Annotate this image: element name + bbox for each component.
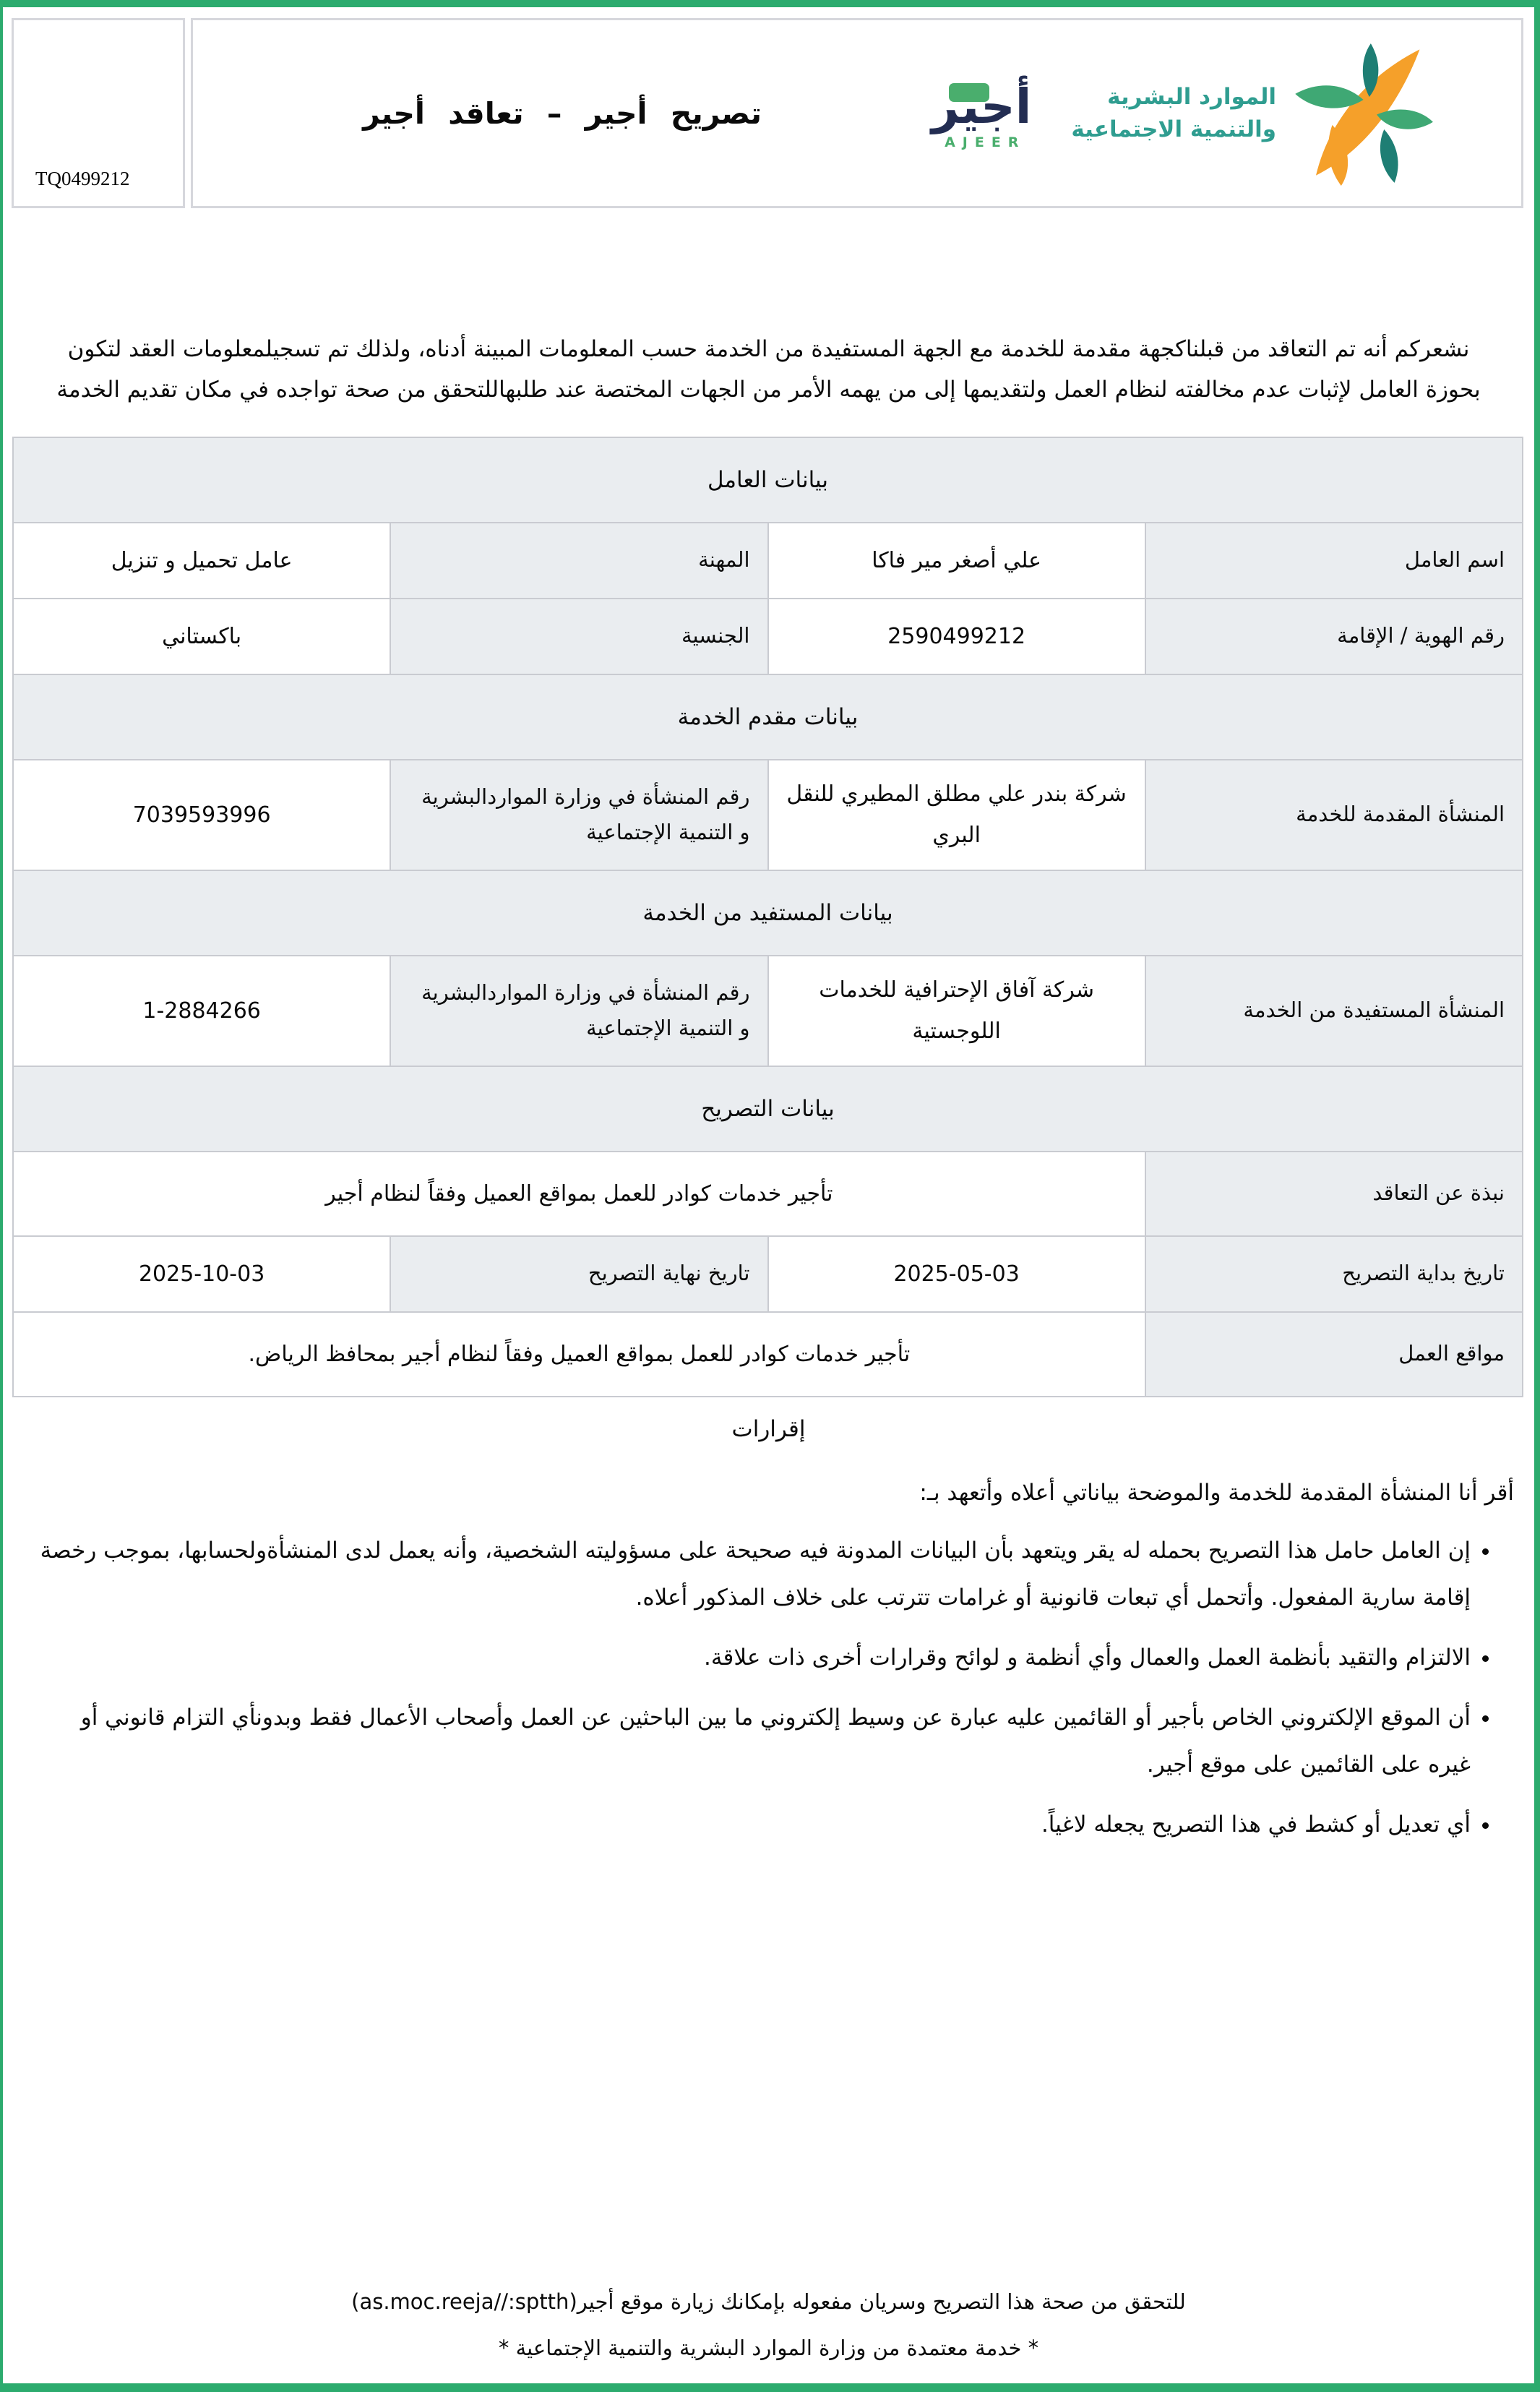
table-row [13,956,1523,1066]
beneficiary-establishment-label: المنشأة المستفيدة من الخدمة [1145,956,1523,1066]
end-date-label: تاريخ نهاية التصريح [390,1236,767,1312]
id-number-label: رقم الهوية / الإقامة [1145,599,1523,674]
contract-about-label: نبذة عن التعاقد [1145,1152,1523,1236]
provider-establishment-value: شركة بندر علي مطلق المطيري للنقل البري [768,760,1145,870]
section-title-permit: بيانات التصريح [13,1066,1523,1152]
ministry-star-icon [1286,39,1434,187]
ministry-logo-line2: والتنمية الاجتماعية [1071,116,1276,142]
worker-name-value: علي أصغر مير فاكا [768,523,1145,599]
declaration-item: • أن الموقع الإلكتروني الخاص بأجير أو القائمين عليه عبارة عن وسيط إلكتروني ما بين الباحثين عن العمل وأصحاب الأعمال فقط وبدونأي التزام قانوني أو غيره على القائمين على موقع أجير. [32,1694,1471,1788]
declaration-item: • أي تعديل أو كشط في هذا التصريح يجعله لاغياً. [32,1801,1471,1848]
beneficiary-establishment-value: شركة آفاق الإحترافية للخدمات اللوجستية [768,956,1145,1066]
start-date-label: تاريخ بداية التصريح [1145,1236,1523,1312]
title-logo-box [191,18,1523,208]
ajeer-logo [932,76,1031,150]
nationality-value: باكستاني [13,599,390,674]
section-title-beneficiary: بيانات المستفيد من الخدمة [13,870,1523,956]
table-row [13,599,1523,674]
provider-registration-value: 7039593996 [13,760,390,870]
section-permit [13,1066,1523,1152]
section-beneficiary [13,870,1523,956]
end-date-value: 2025-10-03 [13,1236,390,1312]
footer-approved-line: * خدمة معتمدة من وزارة الموارد البشرية والتنمية الإجتماعية * [498,2336,1039,2361]
document-footer [3,2279,1534,2372]
declaration-item: • الالتزام والتقيد بأنظمة العمل والعمال وأي أنظمة و لوائح وقرارات أخرى ذات علاقة. [32,1634,1471,1681]
table-row [13,1152,1523,1236]
section-worker [13,437,1523,523]
work-locations-value: تأجير خدمات كوادر للعمل بمواقع العميل وفقاً لنظام أجير بمحافظ الرياض. [13,1312,1145,1397]
work-locations-label: مواقع العمل [1145,1312,1523,1397]
header-logos [932,39,1434,187]
section-provider [13,674,1523,760]
document-header [12,18,1523,208]
profession-label: المهنة [390,523,767,599]
permit-data-table [12,437,1523,1397]
permit-number-box [12,18,185,208]
provider-registration-label: رقم المنشأة في وزارة المواردالبشرية و التنمية الإجتماعية [390,760,767,870]
contract-about-value: تأجير خدمات كوادر للعمل بمواقع العميل وفقاً لنظام أجير [13,1152,1145,1236]
nationality-label: الجنسية [390,599,767,674]
declarations-title: إقرارات [731,1415,806,1442]
table-row [13,1312,1523,1397]
ministry-logo-line1: الموارد البشرية [1107,83,1276,110]
id-number-value: 2590499212 [768,599,1145,674]
declarations-intro: أقر أنا المنشأة المقدمة للخدمة والموضحة بياناتي أعلاه وأتعهد بـ: [919,1479,1514,1506]
section-title-provider: بيانات مقدم الخدمة [13,674,1523,760]
declaration-item: • إن العامل حامل هذا التصريح بحمله له يقر ويتعهد بأن البيانات المدونة فيه صحيحة على مسؤوليته الشخصية، وأنه يعمل لدى المنشأةولحسابها، بموجب رخصة إقامة سارية المفعول. وأتحمل أي تبعات قانونية أو غرامات تترتب على خلاف المذكور أعلاه. [32,1527,1471,1621]
ministry-logo [1071,39,1434,187]
beneficiary-registration-label: رقم المنشأة في وزارة المواردالبشرية و التنمية الإجتماعية [390,956,767,1066]
beneficiary-registration-value: 1-2884266 [13,956,390,1066]
profession-value: عامل تحميل و تنزيل [13,523,390,599]
ministry-logo-text [1071,81,1276,146]
footer-verify-line: للتحقق من صحة هذا التصريح وسريان مفعوله بإمكانك زيارة موقع أجير(as.moc.reeja//:sptth) [351,2289,1186,2315]
section-title-worker: بيانات العامل [13,437,1523,523]
page-title: تصريح أجير – تعاقد أجير [363,95,762,131]
provider-establishment-label: المنشأة المقدمة للخدمة [1145,760,1523,870]
worker-name-label: اسم العامل [1145,523,1523,599]
permit-number: TQ0499212 [35,168,130,189]
declarations-list [32,1527,1491,1849]
table-row [13,760,1523,870]
intro-paragraph: نشعركم أنه تم التعاقد من قبلناكجهة مقدمة للخدمة مع الجهة المستفيدة من الخدمة حسب المعلومات المبينة أدناه، ولذلك تم تسجيلمعلومات العقد لتكون بحوزة العامل لإثبات عدم مخالفته لنظام العمل ولتقديمها إلى من يهمه الأمر من الجهات المختصة عند طلبهاللتحقق من صحة تواجده في مكان تقديم الخدمة [56,336,1481,403]
ajeer-logo-arabic: أجير [932,78,1032,134]
table-row [13,1236,1523,1312]
ajeer-logo-latin: AJEER [945,134,1026,151]
table-row [13,523,1523,599]
start-date-value: 2025-05-03 [768,1236,1145,1312]
